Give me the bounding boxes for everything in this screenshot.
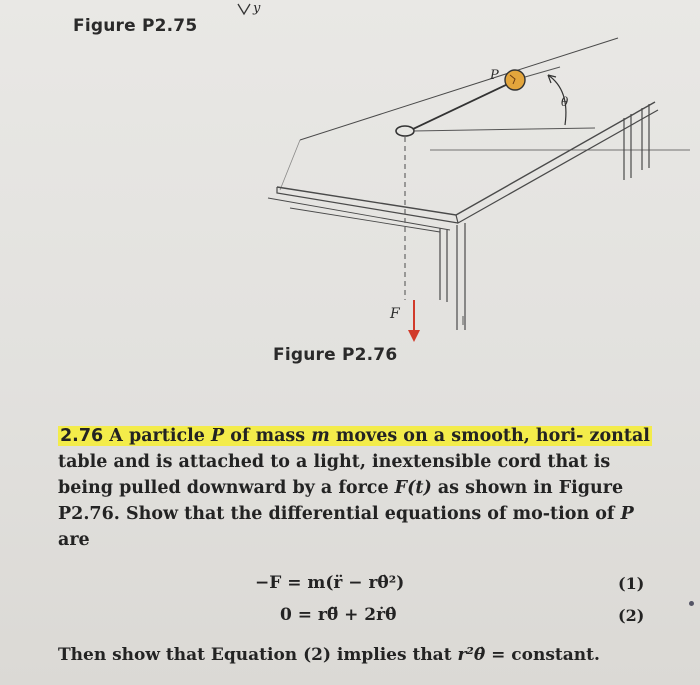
cord-on-table xyxy=(413,83,510,129)
figure-label-p275: Figure P2.75 xyxy=(73,16,198,36)
svg-text:y: y xyxy=(253,1,261,16)
particle-label: P xyxy=(490,68,499,83)
margin-dot xyxy=(689,601,694,606)
angle-label: θ xyxy=(561,95,569,109)
hole-ring xyxy=(396,126,414,136)
problem-highlight: 2.76 A particle P of mass m moves on a smooth, hori- zontal xyxy=(60,426,650,446)
table-top xyxy=(268,38,690,232)
closing-sentence: Then show that Equation (2) implies that r²θ̇ = constant. xyxy=(58,645,600,665)
equation-2: 0 = rθ̈ + 2ṙθ̇ xyxy=(280,605,397,625)
equation-1: −F = m(r̈ − rθ̇²) xyxy=(255,573,405,593)
equation-2-number: (2) xyxy=(618,606,645,625)
problem-statement: 2.76 A particle P of mass m moves on a smooth, hori- zontal table and is attached to a light, inextensible cord that is being pulled downward by a force F(t) as shown in Figure P2.76. Show that the differential equations of mo-tion of P are xyxy=(58,426,650,550)
y-axis-remnant xyxy=(238,1,261,16)
particle-tangent xyxy=(525,67,560,77)
reference-line xyxy=(413,128,595,131)
equation-1-number: (1) xyxy=(618,574,645,593)
figure-label-p276: Figure P2.76 xyxy=(273,345,398,365)
table-legs xyxy=(440,104,649,330)
closing-expression: r²θ̇ xyxy=(457,645,486,665)
problem-number: 2.76 xyxy=(60,426,104,446)
force-arrow xyxy=(408,300,420,342)
force-label: F xyxy=(390,306,400,322)
